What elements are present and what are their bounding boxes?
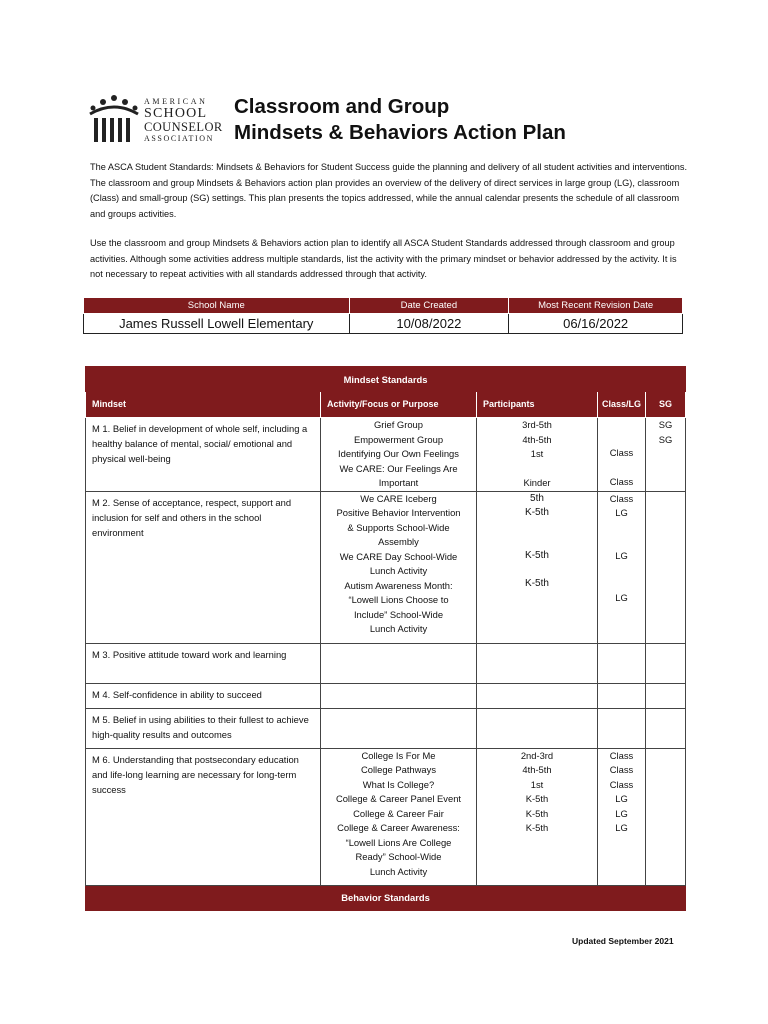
asca-logo <box>88 92 228 148</box>
activity-item: What Is College? <box>362 778 435 790</box>
class-lg-item: Class <box>609 778 634 790</box>
asca-logo-icon <box>88 94 140 148</box>
section-behavior-standards: Behavior Standards <box>86 885 686 910</box>
date-created-field[interactable]: 10/08/2022 <box>349 314 509 334</box>
activity-cell[interactable] <box>321 683 477 708</box>
activity-item: Lunch Activity <box>369 565 428 576</box>
participants-cell[interactable] <box>477 708 598 748</box>
participant-item: 1st <box>530 448 544 459</box>
activity-item: Lunch Activity <box>369 623 428 634</box>
activity-item: & Supports School-Wide <box>347 521 450 533</box>
activity-item: College & Career Fair <box>353 807 444 819</box>
activity-cell[interactable] <box>321 418 477 492</box>
participant-item: 2nd-3rd <box>520 749 554 761</box>
participant-item: 3rd-5th <box>522 419 552 430</box>
activity-item: Grief Group <box>374 419 423 430</box>
participant-item: 5th <box>530 492 544 504</box>
header-revision-date: Most Recent Revision Date <box>509 298 683 314</box>
participant-item: K-5th <box>525 793 549 804</box>
mindset-m6: M 6. Understanding that postsecondary education and life-long learning are necessary for long-term success <box>86 748 321 885</box>
participants-cell[interactable] <box>477 418 598 492</box>
participants-cell[interactable] <box>477 491 598 643</box>
logo-line: COUNSELOR <box>144 120 223 134</box>
table-row <box>86 683 686 708</box>
col-participants: Participants <box>477 392 598 418</box>
class-lg-item: LG <box>615 592 628 603</box>
table-row <box>86 418 686 492</box>
sg-item: SG <box>658 433 673 445</box>
participants-cell[interactable] <box>477 683 598 708</box>
activity-item: College & Career Awareness: <box>337 822 460 833</box>
school-name-field[interactable]: James Russell Lowell Elementary <box>84 314 350 334</box>
activity-item: Empowerment Group <box>353 433 444 445</box>
logo-wordmark <box>144 98 223 143</box>
sg-cell[interactable] <box>646 491 686 643</box>
participant-item: 1st <box>530 778 544 790</box>
activity-cell[interactable] <box>321 748 477 885</box>
mindset-m1: M 1. Belief in development of whole self, including a healthy balance of mental, social/ emotional and physical well-being <box>86 418 321 492</box>
activity-item: Important <box>378 477 419 488</box>
activity-item: Ready” School-Wide <box>355 851 442 862</box>
mindset-m2: M 2. Sense of acceptance, respect, support and inclusion for self and others in the school environment <box>86 491 321 643</box>
header-date-created: Date Created <box>349 298 509 314</box>
class-lg-item: Class <box>609 764 634 775</box>
activity-item: College Pathways <box>360 764 437 775</box>
class-lg-item: Class <box>609 475 634 487</box>
activity-item: Assembly <box>378 536 419 547</box>
participant-item: K-5th <box>525 807 549 819</box>
activity-item: “Lowell Lions Are College <box>345 836 452 848</box>
sg-cell[interactable] <box>646 748 686 885</box>
title-line-2: Mindsets & Behaviors Action Plan <box>234 121 566 144</box>
title-line-1: Classroom and Group <box>234 95 450 118</box>
class-lg-item: Class <box>609 749 634 761</box>
sg-item: SG <box>658 419 673 430</box>
col-class-lg: Class/LG <box>598 392 646 418</box>
participant-item: Kinder <box>523 476 551 488</box>
sg-cell[interactable] <box>646 418 686 492</box>
mindset-m3: M 3. Positive attitude toward work and learning <box>86 643 321 683</box>
logo-line: AMERICAN <box>144 97 208 106</box>
class-lg-cell[interactable] <box>598 643 646 683</box>
participant-item: 4th-5th <box>522 764 552 775</box>
sg-cell[interactable] <box>646 708 686 748</box>
class-lg-item: Class <box>609 492 634 504</box>
col-sg: SG <box>646 392 686 418</box>
activity-item: Include” School-Wide <box>353 608 444 620</box>
activity-item: We CARE Iceberg <box>360 492 437 504</box>
activity-item: We CARE Day School-Wide <box>339 550 458 562</box>
class-lg-cell[interactable] <box>598 708 646 748</box>
section-mindset-standards: Mindset Standards <box>86 367 686 392</box>
participants-cell[interactable] <box>477 748 598 885</box>
mindset-m4: M 4. Self-confidence in ability to succeed <box>86 683 321 708</box>
sg-cell[interactable] <box>646 643 686 683</box>
participants-cell[interactable] <box>477 643 598 683</box>
participant-item: K-5th <box>525 578 549 589</box>
activity-cell[interactable] <box>321 708 477 748</box>
activity-cell[interactable] <box>321 643 477 683</box>
class-lg-cell[interactable] <box>598 418 646 492</box>
class-lg-item: LG <box>615 807 628 819</box>
header-school-name: School Name <box>84 298 350 314</box>
participant-item: 4th-5th <box>522 433 552 445</box>
table-row <box>86 708 686 748</box>
mindsets-table <box>85 366 686 911</box>
intro-paragraph-2: Use the classroom and group Mindsets & Behaviors action plan to identify all ASCA Student Standards addressed through classroom and group activities. Although some activities address multiple standards, list the activity with the primary mindset or behavior addressed by the activity. It is not necessary to repeat activities with all standards addressed through that activity. <box>90 238 677 279</box>
table-row <box>86 643 686 683</box>
activity-item: Autism Awareness Month: <box>344 579 453 591</box>
class-lg-item: LG <box>615 549 628 561</box>
class-lg-item: LG <box>615 822 628 833</box>
class-lg-item: Class <box>609 447 634 458</box>
participant-item: K-5th <box>525 507 549 518</box>
participant-item: K-5th <box>525 549 549 561</box>
activity-item: Identifying Our Own Feelings <box>338 448 459 459</box>
table-row <box>86 491 686 643</box>
class-lg-item: LG <box>615 507 628 518</box>
activity-item: “Lowell Lions Choose to <box>348 594 449 605</box>
updated-note: Updated September 2021 <box>572 936 674 946</box>
class-lg-cell[interactable] <box>598 683 646 708</box>
activity-item: Lunch Activity <box>369 865 428 877</box>
intro-paragraph-1: The ASCA Student Standards: Mindsets & Behaviors for Student Success guide the planning and delivery of all student activities and interventions. The classroom and group Mindsets & Behaviors action plan provides an overview of the delivery of direct services in large group (LG), classroom (Class) and small-group (SG) settings. This plan presents the topics addressed, while the annual calendar presents the schedule of all classroom and groups activities. <box>90 162 688 219</box>
participant-item: K-5th <box>525 822 549 833</box>
school-info-table <box>83 297 683 334</box>
logo-line: SCHOOL <box>144 106 208 121</box>
class-lg-cell[interactable] <box>598 748 646 885</box>
class-lg-cell[interactable] <box>598 491 646 643</box>
mindset-m5: M 5. Belief in using abilities to their fullest to achieve high-quality results and outcomes <box>86 708 321 748</box>
revision-date-field[interactable]: 06/16/2022 <box>509 314 683 334</box>
logo-line: ASSOCIATION <box>144 133 215 143</box>
page-title <box>234 94 566 146</box>
activity-cell[interactable] <box>321 491 477 643</box>
activity-item: Positive Behavior Intervention <box>336 507 461 518</box>
table-row <box>86 748 686 885</box>
document-header <box>88 92 688 152</box>
activity-item: College & Career Panel Event <box>335 793 462 804</box>
activity-item: We CARE: Our Feelings Are <box>339 462 458 474</box>
col-activity: Activity/Focus or Purpose <box>321 392 477 418</box>
activity-item: College Is For Me <box>361 749 436 761</box>
sg-cell[interactable] <box>646 683 686 708</box>
col-mindset: Mindset <box>86 392 321 418</box>
class-lg-item: LG <box>615 793 628 804</box>
